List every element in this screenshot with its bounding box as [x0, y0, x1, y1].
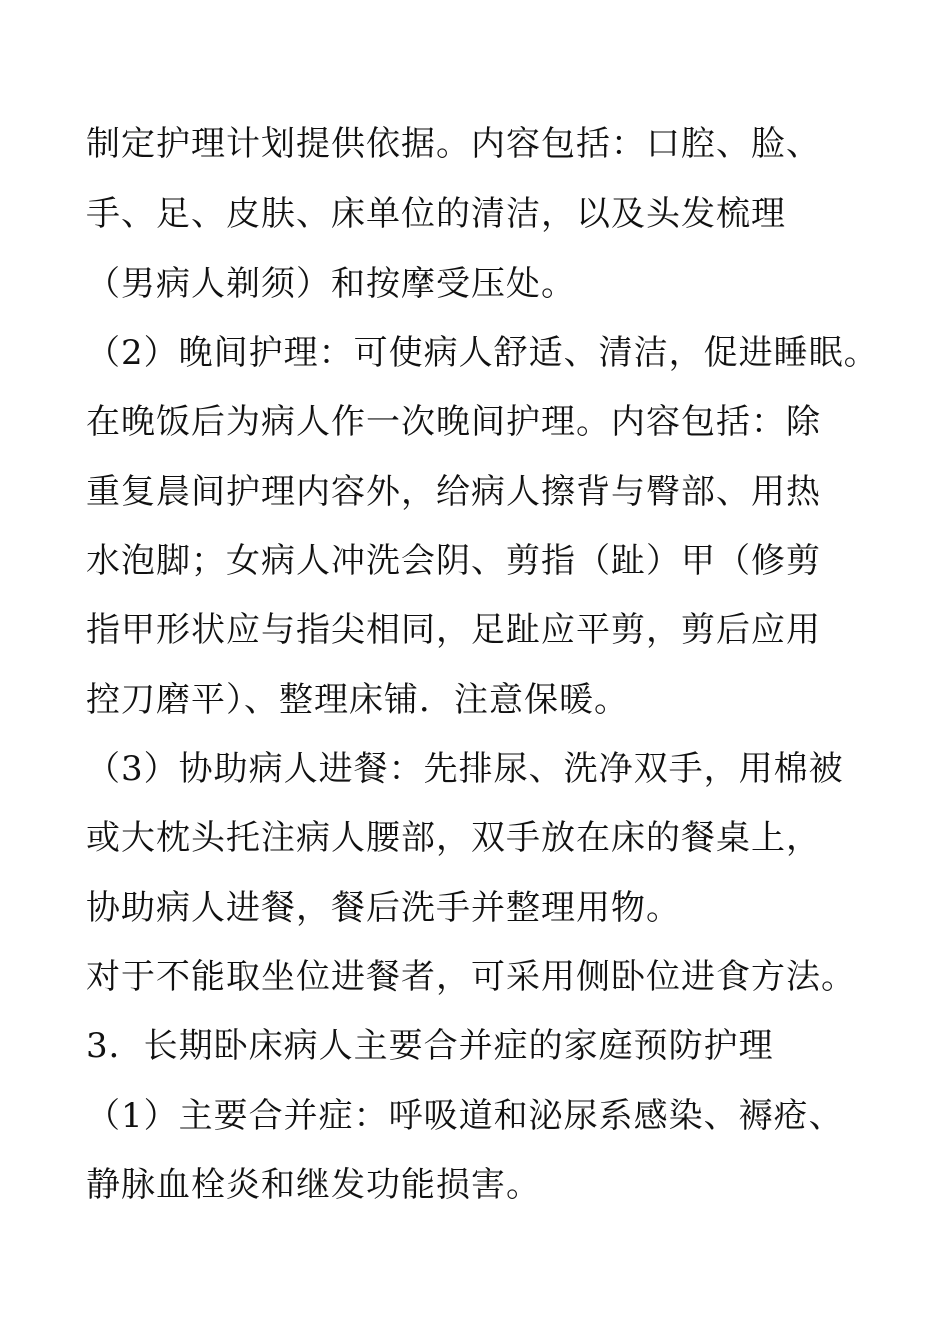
text-line-14: 3．长期卧床病人主要合并症的家庭预防护理 [86, 1026, 774, 1066]
text-line-13: 对于不能取坐位进餐者，可采用侧卧位进食方法。 [86, 957, 856, 997]
text-line-16: 静脉血栓炎和继发功能损害。 [86, 1165, 541, 1205]
text-line-9: 控刀磨平）、整理床铺．注意保暖。 [86, 680, 629, 720]
text-line-4: （2）晚间护理：可使病人舒适、清洁，促进睡眠。 [86, 333, 879, 373]
text-line-5: 在晚饭后为病人作一次晚间护理。内容包括：除 [86, 402, 821, 442]
text-line-3: （男病人剃须）和按摩受压处。 [86, 264, 576, 304]
text-line-11: 或大枕头托注病人腰部，双手放在床的餐桌上， [86, 818, 821, 858]
text-line-6: 重复晨间护理内容外，给病人擦背与臀部、用热 [86, 472, 821, 512]
text-line-12: 协助病人进餐，餐后洗手并整理用物。 [86, 888, 681, 928]
text-line-7: 水泡脚；女病人冲洗会阴、剪指（趾）甲（修剪 [86, 541, 821, 581]
text-line-15: （1）主要合并症：呼吸道和泌尿系感染、褥疮、 [86, 1096, 844, 1136]
text-line-1: 制定护理计划提供依据。内容包括：口腔、脸、 [86, 124, 821, 164]
text-line-2: 手、足、皮肤、床单位的清洁，以及头发梳理 [86, 194, 786, 234]
text-line-8: 指甲形状应与指尖相同，足趾应平剪，剪后应用 [86, 610, 821, 650]
text-line-10: （3）协助病人进餐：先排尿、洗净双手，用棉被 [86, 749, 844, 789]
